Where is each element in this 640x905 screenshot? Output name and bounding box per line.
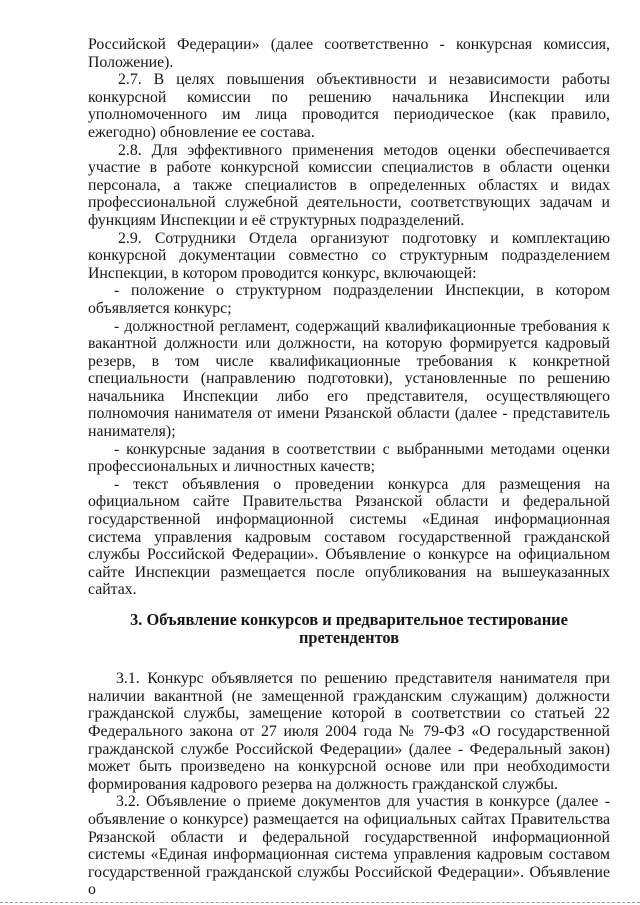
paragraph-2-9: 2.9. Сотрудники Отдела организуют подготовку и комплектацию конкурсной документации совместно со структурным подразделением Инспекции, в котором проводится конкурс, включающей: [88, 229, 610, 282]
list-item: - должностной регламент, содержащий квалификационные требования к вакантной должности или должности, на которую формируется кадровый резерв, в том числе квалификационные требования к конкретной специальности (направлению подготовки), установленные по решению начальника Инспекции либо его представителя, осуществляющего полномочия нанимателя от имени Рязанской области (далее - представитель нанимателя); [88, 317, 610, 441]
section-3-heading: 3. Объявление конкурсов и предварительное тестирование претендентов [130, 610, 568, 647]
paragraph-2-7: 2.7. В целях повышения объективности и независимости работы конкурсной комиссии по решению начальника Инспекции или уполномоченного им лица проводится периодическое (как правило, ежегодно) обновление ее состава. [88, 71, 610, 141]
page-bottom-edge [0, 902, 640, 903]
paragraph-3-1: 3.1. Конкурс объявляется по решению представителя нанимателя при наличии вакантной (не замещенной гражданским служащим) должности гражданской службы, замещение которой в соответствии со статьей 22 Федерального закона от 27 июля 2004 года № 79-ФЗ «О государственной гражданской службе Российской Федерации» (далее - Федеральный закон) может быть произведено на конкурсной основе или при необходимости формирования кадрового резерва на должность гражданской службы. [88, 670, 610, 793]
section-2-continuation [88, 36, 610, 599]
paragraph-3-2: 3.2. Объявление о приеме документов для участия в конкурсе (далее - объявление о конкурсе) размещается на официальных сайтах Правительства Рязанской области и федеральной государственной информационной системы «Единая информационная система управления кадровым составом государственной гражданской службы Российской Федерации». Объявление о [88, 793, 610, 899]
list-item: - текст объявления о проведении конкурса для размещения на официальном сайте Правительства Рязанской области и федеральной государственной информационной системы «Единая информационная система управления кадровым составом государственной гражданской службы Российской Федерации». Объявление о конкурсе на официальном сайте Инспекции размещается после опубликования на вышеуказанных сайтах. [88, 475, 610, 599]
paragraph-continuation: Российской Федерации» (далее соответственно - конкурсная комиссия, Положение). [88, 36, 610, 71]
list-item: - конкурсные задания в соответствии с выбранными методами оценки профессиональных и личностных качеств; [88, 440, 610, 476]
list-item: - положение о структурном подразделении Инспекции, в котором объявляется конкурс; [88, 282, 610, 317]
section-3-body [88, 670, 610, 899]
paragraph-2-8: 2.8. Для эффективного применения методов оценки обеспечивается участие в работе конкурсной комиссии специалистов в области оценки персонала, а также специалистов в определенных областях и видах профессиональной служебной деятельности, соответствующих задачам и функциям Инспекции и её структурных подразделений. [88, 141, 610, 229]
